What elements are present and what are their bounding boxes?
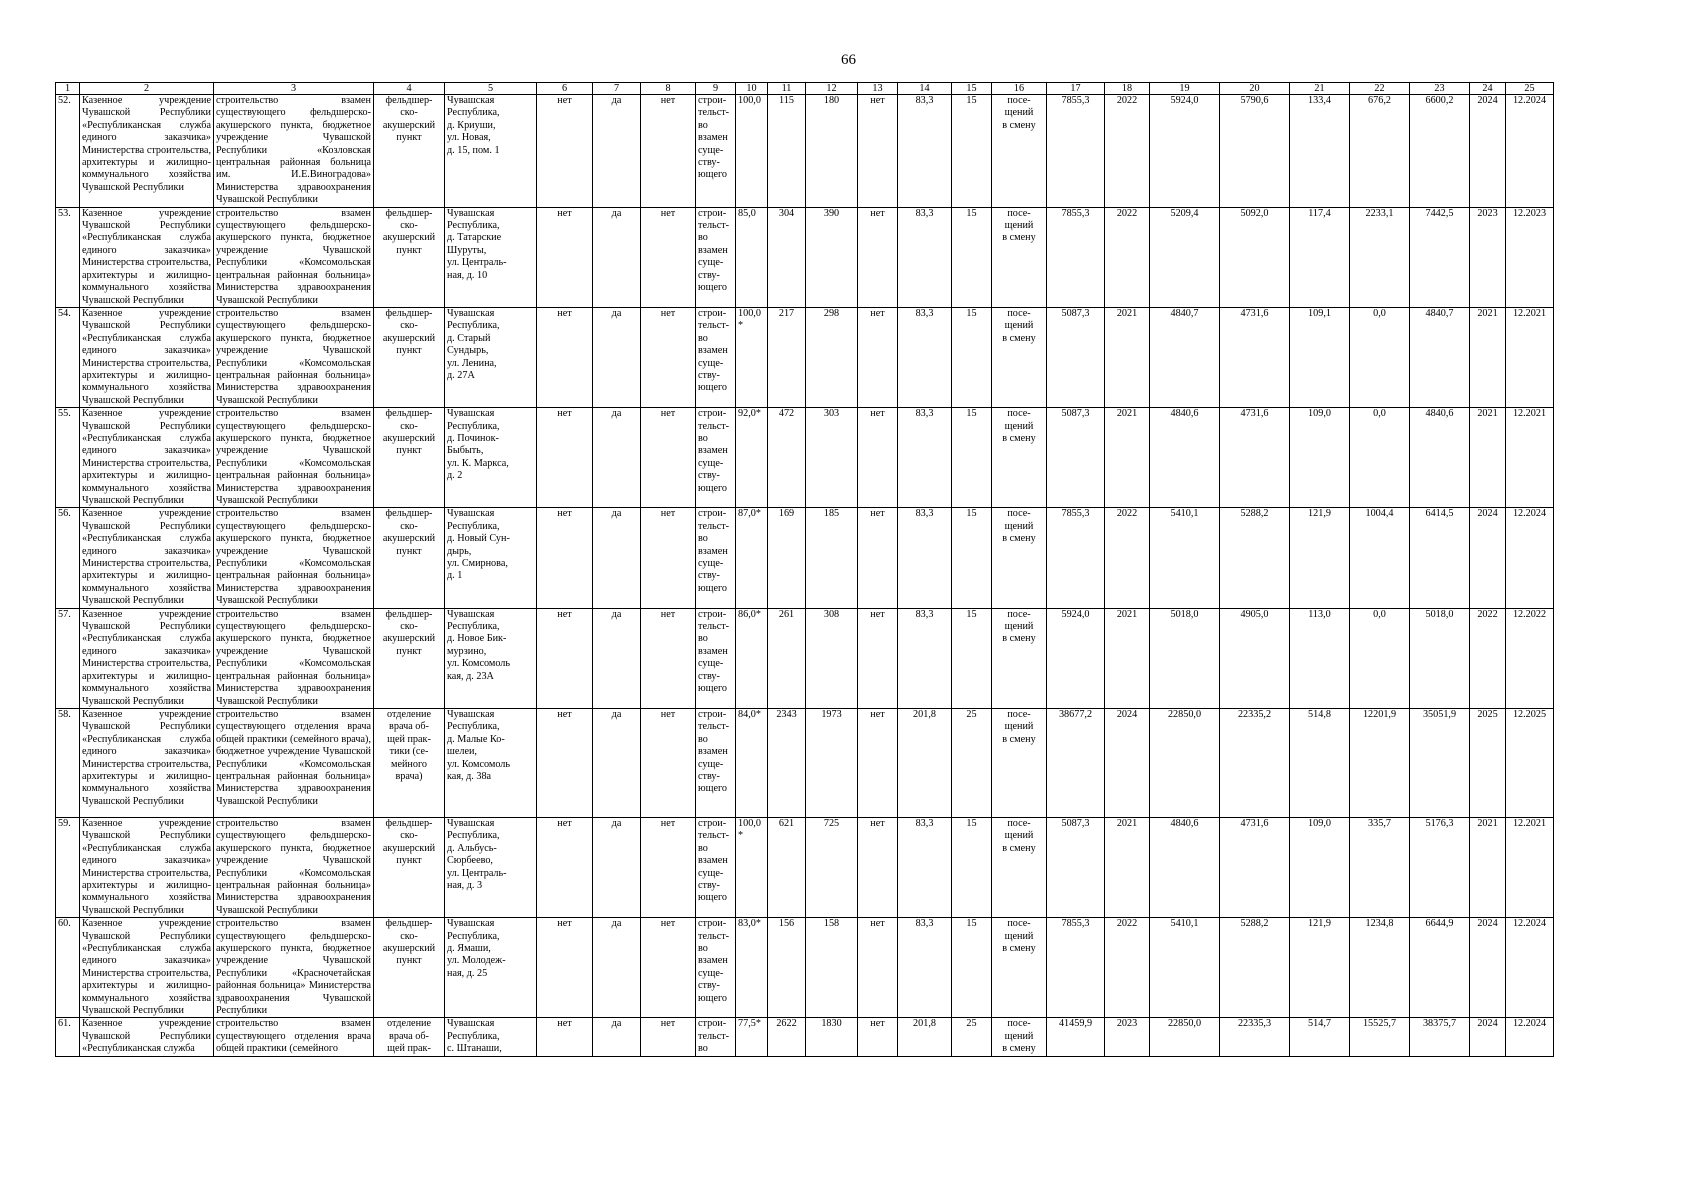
cell-col-9: строи- тельст- во взамен суще- ству- ющего [696, 708, 736, 817]
cell-col-21: 113,0 [1290, 608, 1350, 708]
column-number-cell: 21 [1290, 83, 1350, 95]
cell-col-21: 514,7 [1290, 1018, 1350, 1056]
cell-col-22: 12201,9 [1350, 708, 1410, 817]
column-number-cell: 9 [696, 83, 736, 95]
column-number-cell: 2 [80, 83, 214, 95]
cell-col-2: Казенное учреждение Чувашской Республики «Республиканская служба единого заказчика» Министерства строительства, архитектуры и жилищно-коммунального хозяйства Чувашской Республики [80, 408, 214, 508]
cell-col-24: 2024 [1470, 1018, 1506, 1056]
cell-col-4: фельдшер- ско- акушерский пункт [374, 207, 445, 307]
column-number-cell: 13 [858, 83, 898, 95]
cell-col-25: 12.2024 [1506, 95, 1554, 208]
cell-col-12: 180 [806, 95, 858, 208]
cell-col-8: нет [641, 1018, 696, 1056]
cell-col-22: 0,0 [1350, 307, 1410, 407]
cell-col-16: посе- щений в смену [992, 708, 1047, 817]
cell-col-9: строи- тельст- во [696, 1018, 736, 1056]
cell-col-18: 2022 [1105, 95, 1150, 208]
column-number-cell: 20 [1220, 83, 1290, 95]
cell-col-11: 304 [768, 207, 806, 307]
cell-col-10: 77,5* [736, 1018, 768, 1056]
cell-col-2: Казенное учреждение Чувашской Республики «Республиканская служба единого заказчика» Министерства строительства, архитектуры и жилищно-коммунального хозяйства Чувашской Республики [80, 207, 214, 307]
cell-col-17: 7855,3 [1047, 508, 1105, 608]
cell-col-9: строи- тельст- во взамен суще- ству- ющего [696, 408, 736, 508]
cell-col-18: 2021 [1105, 608, 1150, 708]
cell-col-16: посе- щений в смену [992, 207, 1047, 307]
cell-col-1: 52. [56, 95, 80, 208]
cell-col-20: 4905,0 [1220, 608, 1290, 708]
cell-col-24: 2021 [1470, 817, 1506, 917]
cell-col-23: 4840,6 [1410, 408, 1470, 508]
cell-col-14: 83,3 [898, 307, 952, 407]
cell-col-23: 6600,2 [1410, 95, 1470, 208]
cell-col-24: 2024 [1470, 95, 1506, 208]
cell-col-10: 92,0* [736, 408, 768, 508]
cell-col-5: Чувашская Республика, д. Починок- Быбыть, ул. К. Маркса, д. 2 [445, 408, 537, 508]
table-row [56, 608, 1554, 708]
cell-col-8: нет [641, 508, 696, 608]
cell-col-15: 15 [952, 307, 992, 407]
column-number-cell: 16 [992, 83, 1047, 95]
table-body [56, 95, 1554, 1057]
cell-col-25: 12.2024 [1506, 918, 1554, 1018]
cell-col-14: 83,3 [898, 508, 952, 608]
cell-col-21: 109,0 [1290, 408, 1350, 508]
cell-col-16: посе- щений в смену [992, 95, 1047, 208]
cell-col-5: Чувашская Республика, д. Криуши, ул. Новая, д. 15, пом. 1 [445, 95, 537, 208]
cell-col-12: 298 [806, 307, 858, 407]
cell-col-7: да [593, 307, 641, 407]
cell-col-6: нет [537, 608, 593, 708]
cell-col-24: 2022 [1470, 608, 1506, 708]
cell-col-18: 2021 [1105, 307, 1150, 407]
cell-col-7: да [593, 817, 641, 917]
column-number-cell: 19 [1150, 83, 1220, 95]
cell-col-13: нет [858, 608, 898, 708]
cell-col-1: 58. [56, 708, 80, 817]
cell-col-15: 15 [952, 918, 992, 1018]
cell-col-21: 133,4 [1290, 95, 1350, 208]
cell-col-21: 121,9 [1290, 508, 1350, 608]
cell-col-18: 2022 [1105, 508, 1150, 608]
column-number-cell: 14 [898, 83, 952, 95]
cell-col-7: да [593, 918, 641, 1018]
column-number-cell: 7 [593, 83, 641, 95]
cell-col-14: 83,3 [898, 918, 952, 1018]
cell-col-13: нет [858, 307, 898, 407]
cell-col-7: да [593, 408, 641, 508]
cell-col-6: нет [537, 508, 593, 608]
cell-col-15: 15 [952, 95, 992, 208]
cell-col-7: да [593, 207, 641, 307]
cell-col-25: 12.2022 [1506, 608, 1554, 708]
cell-col-19: 4840,6 [1150, 408, 1220, 508]
cell-col-24: 2023 [1470, 207, 1506, 307]
column-number-cell: 6 [537, 83, 593, 95]
cell-col-6: нет [537, 95, 593, 208]
cell-col-17: 41459,9 [1047, 1018, 1105, 1056]
cell-col-9: строи- тельст- во взамен суще- ству- ющего [696, 508, 736, 608]
column-number-row [56, 83, 1554, 95]
cell-col-3: строительство взамен существующего фельдшерско-акушерского пункта, бюджетное учреждение Чувашской Республики «Комсомольская центральная районная больница» Министерства здравоохранения Чувашской Республики [214, 408, 374, 508]
column-number-cell: 23 [1410, 83, 1470, 95]
cell-col-1: 54. [56, 307, 80, 407]
cell-col-13: нет [858, 817, 898, 917]
cell-col-18: 2021 [1105, 817, 1150, 917]
cell-col-18: 2023 [1105, 1018, 1150, 1056]
column-number-cell: 22 [1350, 83, 1410, 95]
column-number-cell: 8 [641, 83, 696, 95]
cell-col-10: 100,0 * [736, 817, 768, 917]
cell-col-19: 22850,0 [1150, 708, 1220, 817]
cell-col-3: строительство взамен существующего фельдшерско-акушерского пункта, бюджетное учреждение Чувашской Республики «Красночетайская районная больница» Министерства здравоохранения Чувашской Республики [214, 918, 374, 1018]
cell-col-23: 7442,5 [1410, 207, 1470, 307]
cell-col-24: 2025 [1470, 708, 1506, 817]
cell-col-11: 621 [768, 817, 806, 917]
cell-col-8: нет [641, 95, 696, 208]
cell-col-1: 55. [56, 408, 80, 508]
cell-col-20: 5288,2 [1220, 508, 1290, 608]
cell-col-21: 109,1 [1290, 307, 1350, 407]
table-row [56, 95, 1554, 208]
cell-col-20: 5092,0 [1220, 207, 1290, 307]
column-number-cell: 11 [768, 83, 806, 95]
table-row [56, 207, 1554, 307]
cell-col-22: 1004,4 [1350, 508, 1410, 608]
cell-col-10: 83,0* [736, 918, 768, 1018]
cell-col-7: да [593, 1018, 641, 1056]
cell-col-20: 4731,6 [1220, 817, 1290, 917]
cell-col-17: 38677,2 [1047, 708, 1105, 817]
cell-col-17: 5087,3 [1047, 817, 1105, 917]
table-row [56, 408, 1554, 508]
cell-col-15: 15 [952, 207, 992, 307]
cell-col-10: 86,0* [736, 608, 768, 708]
cell-col-1: 60. [56, 918, 80, 1018]
column-number-cell: 3 [214, 83, 374, 95]
cell-col-17: 7855,3 [1047, 918, 1105, 1018]
cell-col-13: нет [858, 95, 898, 208]
cell-col-3: строительство взамен существующего фельдшерско-акушерского пункта, бюджетное учреждение Чувашской Республики «Комсомольская центральная районная больница» Министерства здравоохранения Чувашской Республики [214, 817, 374, 917]
cell-col-5: Чувашская Республика, д. Новое Бик- мурзино, ул. Комсомоль кая, д. 23А [445, 608, 537, 708]
cell-col-18: 2022 [1105, 918, 1150, 1018]
cell-col-8: нет [641, 708, 696, 817]
column-number-cell: 10 [736, 83, 768, 95]
cell-col-4: фельдшер- ско- акушерский пункт [374, 307, 445, 407]
cell-col-12: 303 [806, 408, 858, 508]
column-number-cell: 5 [445, 83, 537, 95]
cell-col-6: нет [537, 708, 593, 817]
cell-col-20: 22335,3 [1220, 1018, 1290, 1056]
column-number-cell: 17 [1047, 83, 1105, 95]
cell-col-6: нет [537, 817, 593, 917]
cell-col-23: 6644,9 [1410, 918, 1470, 1018]
column-number-cell: 24 [1470, 83, 1506, 95]
cell-col-11: 217 [768, 307, 806, 407]
cell-col-6: нет [537, 408, 593, 508]
cell-col-14: 83,3 [898, 95, 952, 208]
cell-col-14: 83,3 [898, 207, 952, 307]
cell-col-9: строи- тельст- во взамен суще- ству- ющего [696, 608, 736, 708]
cell-col-5: Чувашская Республика, д. Альбусь- Сюрбеево, ул. Централь- ная, д. 3 [445, 817, 537, 917]
cell-col-25: 12.2024 [1506, 1018, 1554, 1056]
cell-col-13: нет [858, 408, 898, 508]
cell-col-12: 308 [806, 608, 858, 708]
cell-col-25: 12.2021 [1506, 307, 1554, 407]
cell-col-1: 53. [56, 207, 80, 307]
cell-col-22: 15525,7 [1350, 1018, 1410, 1056]
cell-col-3: строительство взамен существующего фельдшерско-акушерского пункта, бюджетное учреждение Чувашской Республики «Комсомольская центральная районная больница» Министерства здравоохранения Чувашской Республики [214, 207, 374, 307]
table-row [56, 307, 1554, 407]
table-row [56, 918, 1554, 1018]
cell-col-5: Чувашская Республика, д. Старый Сундырь, ул. Ленина, д. 27А [445, 307, 537, 407]
cell-col-22: 2233,1 [1350, 207, 1410, 307]
cell-col-2: Казенное учреждение Чувашской Республики «Республиканская служба единого заказчика» Министерства строительства, архитектуры и жилищно-коммунального хозяйства Чувашской Республики [80, 307, 214, 407]
cell-col-14: 83,3 [898, 817, 952, 917]
cell-col-11: 2343 [768, 708, 806, 817]
column-number-cell: 12 [806, 83, 858, 95]
cell-col-8: нет [641, 207, 696, 307]
cell-col-10: 84,0* [736, 708, 768, 817]
cell-col-11: 261 [768, 608, 806, 708]
cell-col-10: 85,0 [736, 207, 768, 307]
cell-col-24: 2024 [1470, 918, 1506, 1018]
cell-col-4: отделение врача об- щей прак- тики (се- мейного врача) [374, 708, 445, 817]
cell-col-23: 5018,0 [1410, 608, 1470, 708]
cell-col-2: Казенное учреждение Чувашской Республики «Республиканская служба единого заказчика» Министерства строительства, архитектуры и жилищно-коммунального хозяйства Чувашской Республики [80, 508, 214, 608]
cell-col-3: строительство взамен существующего фельдшерско-акушерского пункта, бюджетное учреждение Чувашской Республики «Комсомольская центральная районная больница» Министерства здравоохранения Чувашской Республики [214, 608, 374, 708]
cell-col-19: 5410,1 [1150, 918, 1220, 1018]
cell-col-13: нет [858, 918, 898, 1018]
cell-col-3: строительство взамен существующего отделения врача общей практики (семейного [214, 1018, 374, 1056]
cell-col-14: 83,3 [898, 608, 952, 708]
cell-col-6: нет [537, 1018, 593, 1056]
cell-col-20: 4731,6 [1220, 408, 1290, 508]
cell-col-3: строительство взамен существующего фельдшерско-акушерского пункта, бюджетное учреждение Чувашской Республики «Козловская центральная районная больница им. И.Е.Виноградова» Министерства здравоохранения Чувашской Республики [214, 95, 374, 208]
cell-col-4: фельдшер- ско- акушерский пункт [374, 508, 445, 608]
cell-col-1: 59. [56, 817, 80, 917]
cell-col-2: Казенное учреждение Чувашской Республики «Республиканская служба единого заказчика» Министерства строительства, архитектуры и жилищно-коммунального хозяйства Чувашской Республики [80, 817, 214, 917]
table-row [56, 708, 1554, 817]
cell-col-24: 2021 [1470, 307, 1506, 407]
cell-col-19: 5924,0 [1150, 95, 1220, 208]
cell-col-15: 15 [952, 817, 992, 917]
cell-col-19: 4840,7 [1150, 307, 1220, 407]
cell-col-2: Казенное учреждение Чувашской Республики «Республиканская служба единого заказчика» Министерства строительства, архитектуры и жилищно-коммунального хозяйства Чувашской Республики [80, 708, 214, 817]
cell-col-1: 56. [56, 508, 80, 608]
cell-col-11: 156 [768, 918, 806, 1018]
cell-col-7: да [593, 608, 641, 708]
cell-col-15: 15 [952, 408, 992, 508]
cell-col-20: 5790,6 [1220, 95, 1290, 208]
cell-col-16: посе- щений в смену [992, 408, 1047, 508]
cell-col-25: 12.2025 [1506, 708, 1554, 817]
cell-col-11: 2622 [768, 1018, 806, 1056]
cell-col-20: 22335,2 [1220, 708, 1290, 817]
table-row [56, 817, 1554, 917]
cell-col-25: 12.2023 [1506, 207, 1554, 307]
cell-col-2: Казенное учреждение Чувашской Республики «Республиканская служба единого заказчика» Министерства строительства, архитектуры и жилищно-коммунального хозяйства Чувашской Республики [80, 918, 214, 1018]
cell-col-5: Чувашская Республика, д. Татарские Шуруты, ул. Централь- ная, д. 10 [445, 207, 537, 307]
cell-col-6: нет [537, 918, 593, 1018]
cell-col-23: 35051,9 [1410, 708, 1470, 817]
cell-col-23: 5176,3 [1410, 817, 1470, 917]
cell-col-22: 0,0 [1350, 408, 1410, 508]
cell-col-13: нет [858, 708, 898, 817]
page-number: 66 [841, 52, 856, 68]
column-number-cell: 15 [952, 83, 992, 95]
cell-col-19: 5410,1 [1150, 508, 1220, 608]
cell-col-10: 100,0 [736, 95, 768, 208]
cell-col-13: нет [858, 1018, 898, 1056]
cell-col-5: Чувашская Республика, с. Штанаши, [445, 1018, 537, 1056]
objects-table [55, 82, 1554, 1057]
cell-col-18: 2021 [1105, 408, 1150, 508]
cell-col-19: 5018,0 [1150, 608, 1220, 708]
cell-col-15: 25 [952, 1018, 992, 1056]
table-row [56, 1018, 1554, 1056]
cell-col-1: 61. [56, 1018, 80, 1056]
cell-col-8: нет [641, 918, 696, 1018]
cell-col-16: посе- щений в смену [992, 508, 1047, 608]
cell-col-9: строи- тельст- во взамен суще- ству- ющего [696, 307, 736, 407]
cell-col-7: да [593, 95, 641, 208]
cell-col-14: 201,8 [898, 708, 952, 817]
column-number-cell: 25 [1506, 83, 1554, 95]
cell-col-25: 12.2024 [1506, 508, 1554, 608]
cell-col-19: 4840,6 [1150, 817, 1220, 917]
column-number-cell: 4 [374, 83, 445, 95]
cell-col-3: строительство взамен существующего фельдшерско-акушерского пункта, бюджетное учреждение Чувашской Республики «Комсомольская центральная районная больница» Министерства здравоохранения Чувашской Республики [214, 508, 374, 608]
cell-col-20: 5288,2 [1220, 918, 1290, 1018]
cell-col-10: 87,0* [736, 508, 768, 608]
cell-col-22: 676,2 [1350, 95, 1410, 208]
cell-col-8: нет [641, 408, 696, 508]
cell-col-9: строи- тельст- во взамен суще- ству- ющего [696, 918, 736, 1018]
cell-col-17: 5087,3 [1047, 307, 1105, 407]
cell-col-22: 335,7 [1350, 817, 1410, 917]
cell-col-22: 1234,8 [1350, 918, 1410, 1018]
cell-col-14: 83,3 [898, 408, 952, 508]
cell-col-3: строительство взамен существующего отделения врача общей практики (семейного врача), бюджетное учреждение Чувашской Республики «Комсомольская центральная районная больница» Министерства здравоохранения Чувашской Республики [214, 708, 374, 817]
cell-col-9: строи- тельст- во взамен суще- ству- ющего [696, 207, 736, 307]
cell-col-11: 115 [768, 95, 806, 208]
table-row [56, 508, 1554, 608]
cell-col-23: 6414,5 [1410, 508, 1470, 608]
cell-col-7: да [593, 708, 641, 817]
cell-col-13: нет [858, 207, 898, 307]
cell-col-24: 2021 [1470, 408, 1506, 508]
cell-col-10: 100,0 * [736, 307, 768, 407]
cell-col-12: 1973 [806, 708, 858, 817]
cell-col-8: нет [641, 817, 696, 917]
cell-col-16: посе- щений в смену [992, 608, 1047, 708]
cell-col-17: 5087,3 [1047, 408, 1105, 508]
cell-col-2: Казенное учреждение Чувашской Республики «Республиканская служба единого заказчика» Министерства строительства, архитектуры и жилищно-коммунального хозяйства Чувашской Республики [80, 95, 214, 208]
cell-col-21: 121,9 [1290, 918, 1350, 1018]
cell-col-21: 109,0 [1290, 817, 1350, 917]
cell-col-5: Чувашская Республика, д. Новый Сун- дырь, ул. Смирнова, д. 1 [445, 508, 537, 608]
cell-col-23: 38375,7 [1410, 1018, 1470, 1056]
cell-col-18: 2022 [1105, 207, 1150, 307]
cell-col-6: нет [537, 307, 593, 407]
cell-col-11: 169 [768, 508, 806, 608]
cell-col-4: фельдшер- ско- акушерский пункт [374, 918, 445, 1018]
cell-col-6: нет [537, 207, 593, 307]
cell-col-15: 25 [952, 708, 992, 817]
cell-col-11: 472 [768, 408, 806, 508]
cell-col-4: фельдшер- ско- акушерский пункт [374, 408, 445, 508]
cell-col-20: 4731,6 [1220, 307, 1290, 407]
cell-col-21: 514,8 [1290, 708, 1350, 817]
column-number-cell: 18 [1105, 83, 1150, 95]
cell-col-4: фельдшер- ско- акушерский пункт [374, 95, 445, 208]
cell-col-24: 2024 [1470, 508, 1506, 608]
cell-col-17: 7855,3 [1047, 95, 1105, 208]
cell-col-22: 0,0 [1350, 608, 1410, 708]
cell-col-15: 15 [952, 508, 992, 608]
cell-col-16: посе- щений в смену [992, 817, 1047, 917]
cell-col-12: 390 [806, 207, 858, 307]
cell-col-15: 15 [952, 608, 992, 708]
cell-col-25: 12.2021 [1506, 817, 1554, 917]
cell-col-17: 5924,0 [1047, 608, 1105, 708]
cell-col-2: Казенное учреждение Чувашской Республики «Республиканская служба [80, 1018, 214, 1056]
cell-col-4: фельдшер- ско- акушерский пункт [374, 608, 445, 708]
cell-col-12: 185 [806, 508, 858, 608]
cell-col-25: 12.2021 [1506, 408, 1554, 508]
cell-col-12: 1830 [806, 1018, 858, 1056]
cell-col-5: Чувашская Республика, д. Малые Ко- шелеи, ул. Комсомоль кая, д. 38а [445, 708, 537, 817]
cell-col-17: 7855,3 [1047, 207, 1105, 307]
cell-col-14: 201,8 [898, 1018, 952, 1056]
cell-col-18: 2024 [1105, 708, 1150, 817]
cell-col-13: нет [858, 508, 898, 608]
cell-col-4: фельдшер- ско- акушерский пункт [374, 817, 445, 917]
cell-col-9: строи- тельст- во взамен суще- ству- ющего [696, 817, 736, 917]
cell-col-16: посе- щений в смену [992, 1018, 1047, 1056]
cell-col-12: 158 [806, 918, 858, 1018]
cell-col-5: Чувашская Республика, д. Ямаши, ул. Молодеж- ная, д. 25 [445, 918, 537, 1018]
cell-col-3: строительство взамен существующего фельдшерско-акушерского пункта, бюджетное учреждение Чувашской Республики «Комсомольская центральная районная больница» Министерства здравоохранения Чувашской Республики [214, 307, 374, 407]
cell-col-8: нет [641, 608, 696, 708]
cell-col-19: 5209,4 [1150, 207, 1220, 307]
cell-col-1: 57. [56, 608, 80, 708]
column-number-cell: 1 [56, 83, 80, 95]
cell-col-2: Казенное учреждение Чувашской Республики «Республиканская служба единого заказчика» Министерства строительства, архитектуры и жилищно-коммунального хозяйства Чувашской Республики [80, 608, 214, 708]
cell-col-4: отделение врача об- щей прак- [374, 1018, 445, 1056]
cell-col-16: посе- щений в смену [992, 307, 1047, 407]
cell-col-19: 22850,0 [1150, 1018, 1220, 1056]
cell-col-8: нет [641, 307, 696, 407]
cell-col-21: 117,4 [1290, 207, 1350, 307]
cell-col-12: 725 [806, 817, 858, 917]
cell-col-7: да [593, 508, 641, 608]
cell-col-16: посе- щений в смену [992, 918, 1047, 1018]
cell-col-9: строи- тельст- во взамен суще- ству- ющего [696, 95, 736, 208]
cell-col-23: 4840,7 [1410, 307, 1470, 407]
